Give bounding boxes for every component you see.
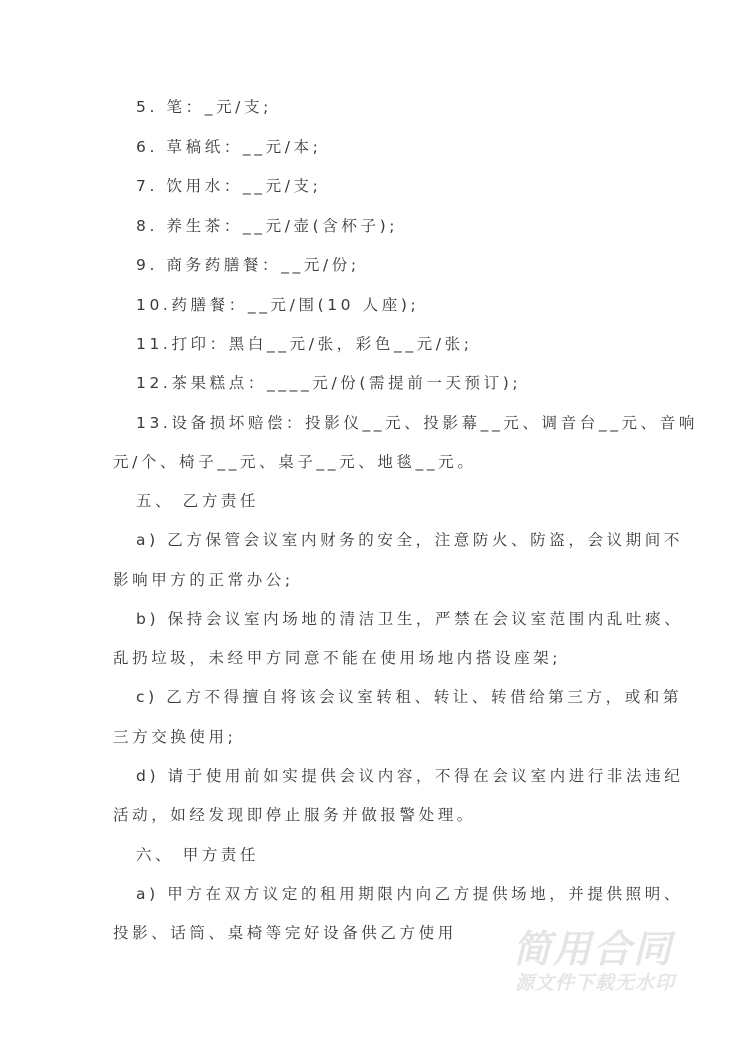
text-line: 12.茶果糕点：____元/份(需提前一天预订); — [136, 374, 522, 392]
text-line: 6. 草稿纸：__元/本; — [136, 138, 322, 156]
text-line: 影响甲方的正常办公; — [113, 571, 294, 589]
text-line: 13.设备损坏赔偿：投影仪__元、投影幕__元、调音台__元、音响 — [136, 414, 698, 432]
section-heading: 五、 乙方责任 — [136, 492, 260, 510]
watermark-title: 简用合同 — [513, 927, 674, 971]
watermark-subtitle: 源文件下载无水印 — [515, 972, 676, 994]
text-line: 乱扔垃圾，未经甲方同意不能在使用场地内搭设座架; — [113, 649, 562, 667]
text-line: 7. 饮用水：__元/支; — [136, 177, 322, 195]
text-line: 三方交换使用; — [113, 728, 237, 746]
text-line: a) 甲方在双方议定的租用期限内向乙方提供场地，并提供照明、 — [136, 885, 683, 903]
text-line: 投影、话筒、桌椅等完好设备供乙方使用 — [113, 924, 457, 942]
text-line: 9. 商务药膳餐：__元/份; — [136, 256, 360, 274]
text-line: 8. 养生茶：__元/壶(含杯子); — [136, 217, 399, 235]
text-line: 11.打印：黑白__元/张，彩色__元/张; — [136, 335, 473, 353]
text-line: 10.药膳餐：__元/围(10 人座); — [136, 296, 420, 314]
text-line: 活动，如经发现即停止服务并做报警处理。 — [113, 806, 476, 824]
text-line: a) 乙方保管会议室内财务的安全，注意防火、防盗，会议期间不 — [136, 531, 683, 549]
text-line: c) 乙方不得擅自将该会议室转租、转让、转借给第三方，或和第 — [136, 688, 682, 706]
text-line: b) 保持会议室内场地的清洁卫生，严禁在会议室范围内乱吐痰、 — [136, 610, 684, 628]
text-line: d) 请于使用前如实提供会议内容，不得在会议室内进行非法违纪 — [136, 767, 684, 785]
text-line: 元/个、椅子__元、桌子__元、地毯__元。 — [113, 453, 477, 471]
text-line: 5. 笔：_元/支; — [136, 98, 272, 116]
section-heading: 六、 甲方责任 — [136, 846, 260, 864]
